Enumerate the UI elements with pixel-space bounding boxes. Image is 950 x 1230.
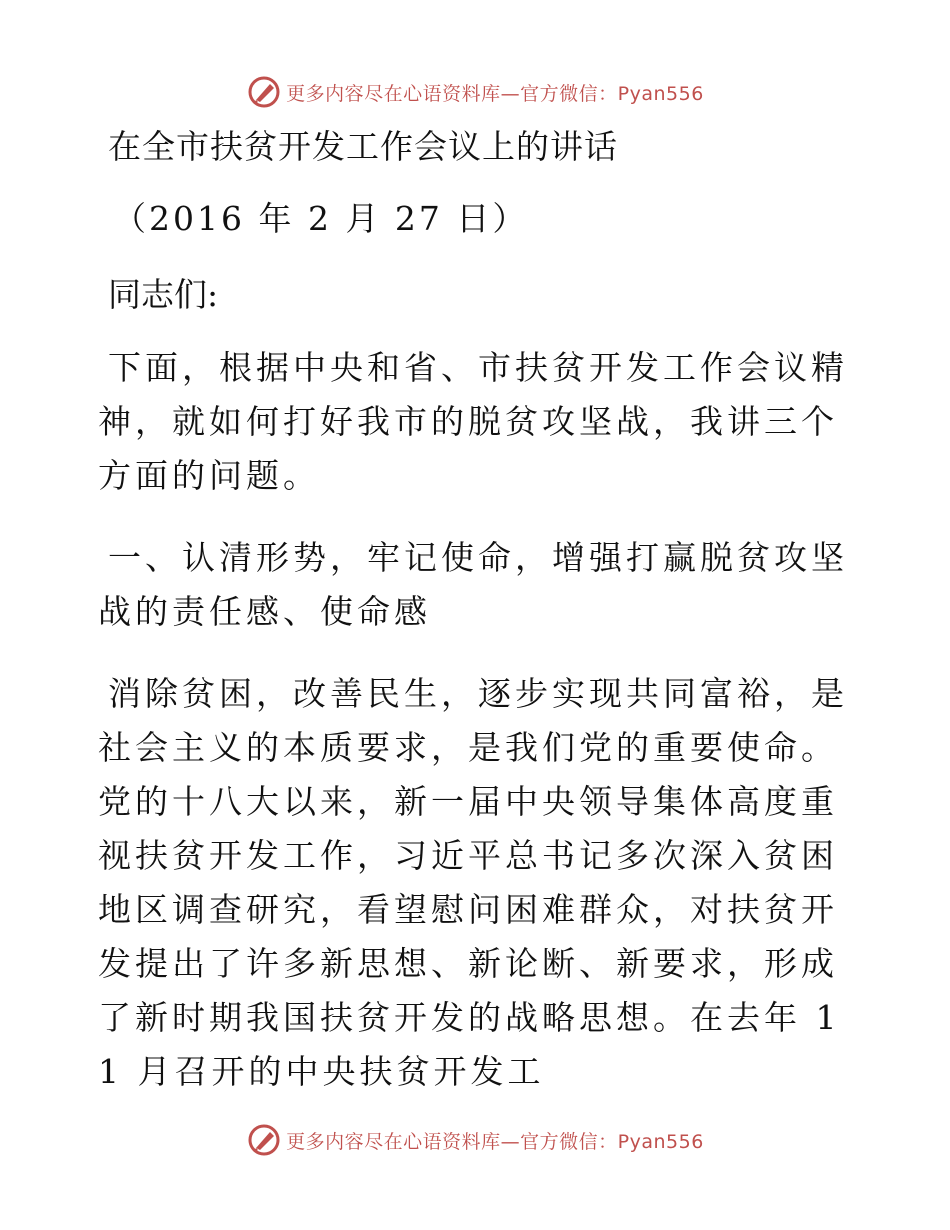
body-paragraph-intro: 下面，根据中央和省、市扶贫开发工作会议精神，就如何打好我市的脱贫攻坚战，我讲三个方面的问题。	[98, 348, 848, 495]
salutation: 同志们:	[108, 275, 219, 314]
body-paragraph: 消除贫困，改善民生，逐步实现共同富裕，是社会主义的本质要求，是我们党的重要使命。党的十八大以来，新一届中央领导集体高度重视扶贫开发工作，习近平总书记多次深入贫困地区调查研究，看望慰问困难群众，对扶贫开发提出了许多新思想、新论断、新要求，形成了新时期我国扶贫开发的战略思想。在去年 11 月召开的中央扶贫开发工	[98, 674, 848, 1091]
section-heading-1: 一、认清形势，牢记使命，增强打赢脱贫攻坚战的责任感、使命感	[98, 538, 848, 631]
pen-circle-icon	[246, 74, 282, 110]
document-title: 在全市扶贫开发工作会议上的讲话	[108, 127, 618, 166]
watermark-text: 更多内容尽在心语资料库—官方微信：Pyan556	[286, 82, 704, 105]
watermark-text: 更多内容尽在心语资料库—官方微信：Pyan556	[286, 1130, 704, 1153]
pen-circle-icon	[246, 1122, 282, 1158]
document-date: （2016 年 2 月 27 日）	[113, 199, 529, 238]
header-watermark-banner	[0, 70, 950, 114]
footer-watermark-banner	[0, 1118, 950, 1162]
